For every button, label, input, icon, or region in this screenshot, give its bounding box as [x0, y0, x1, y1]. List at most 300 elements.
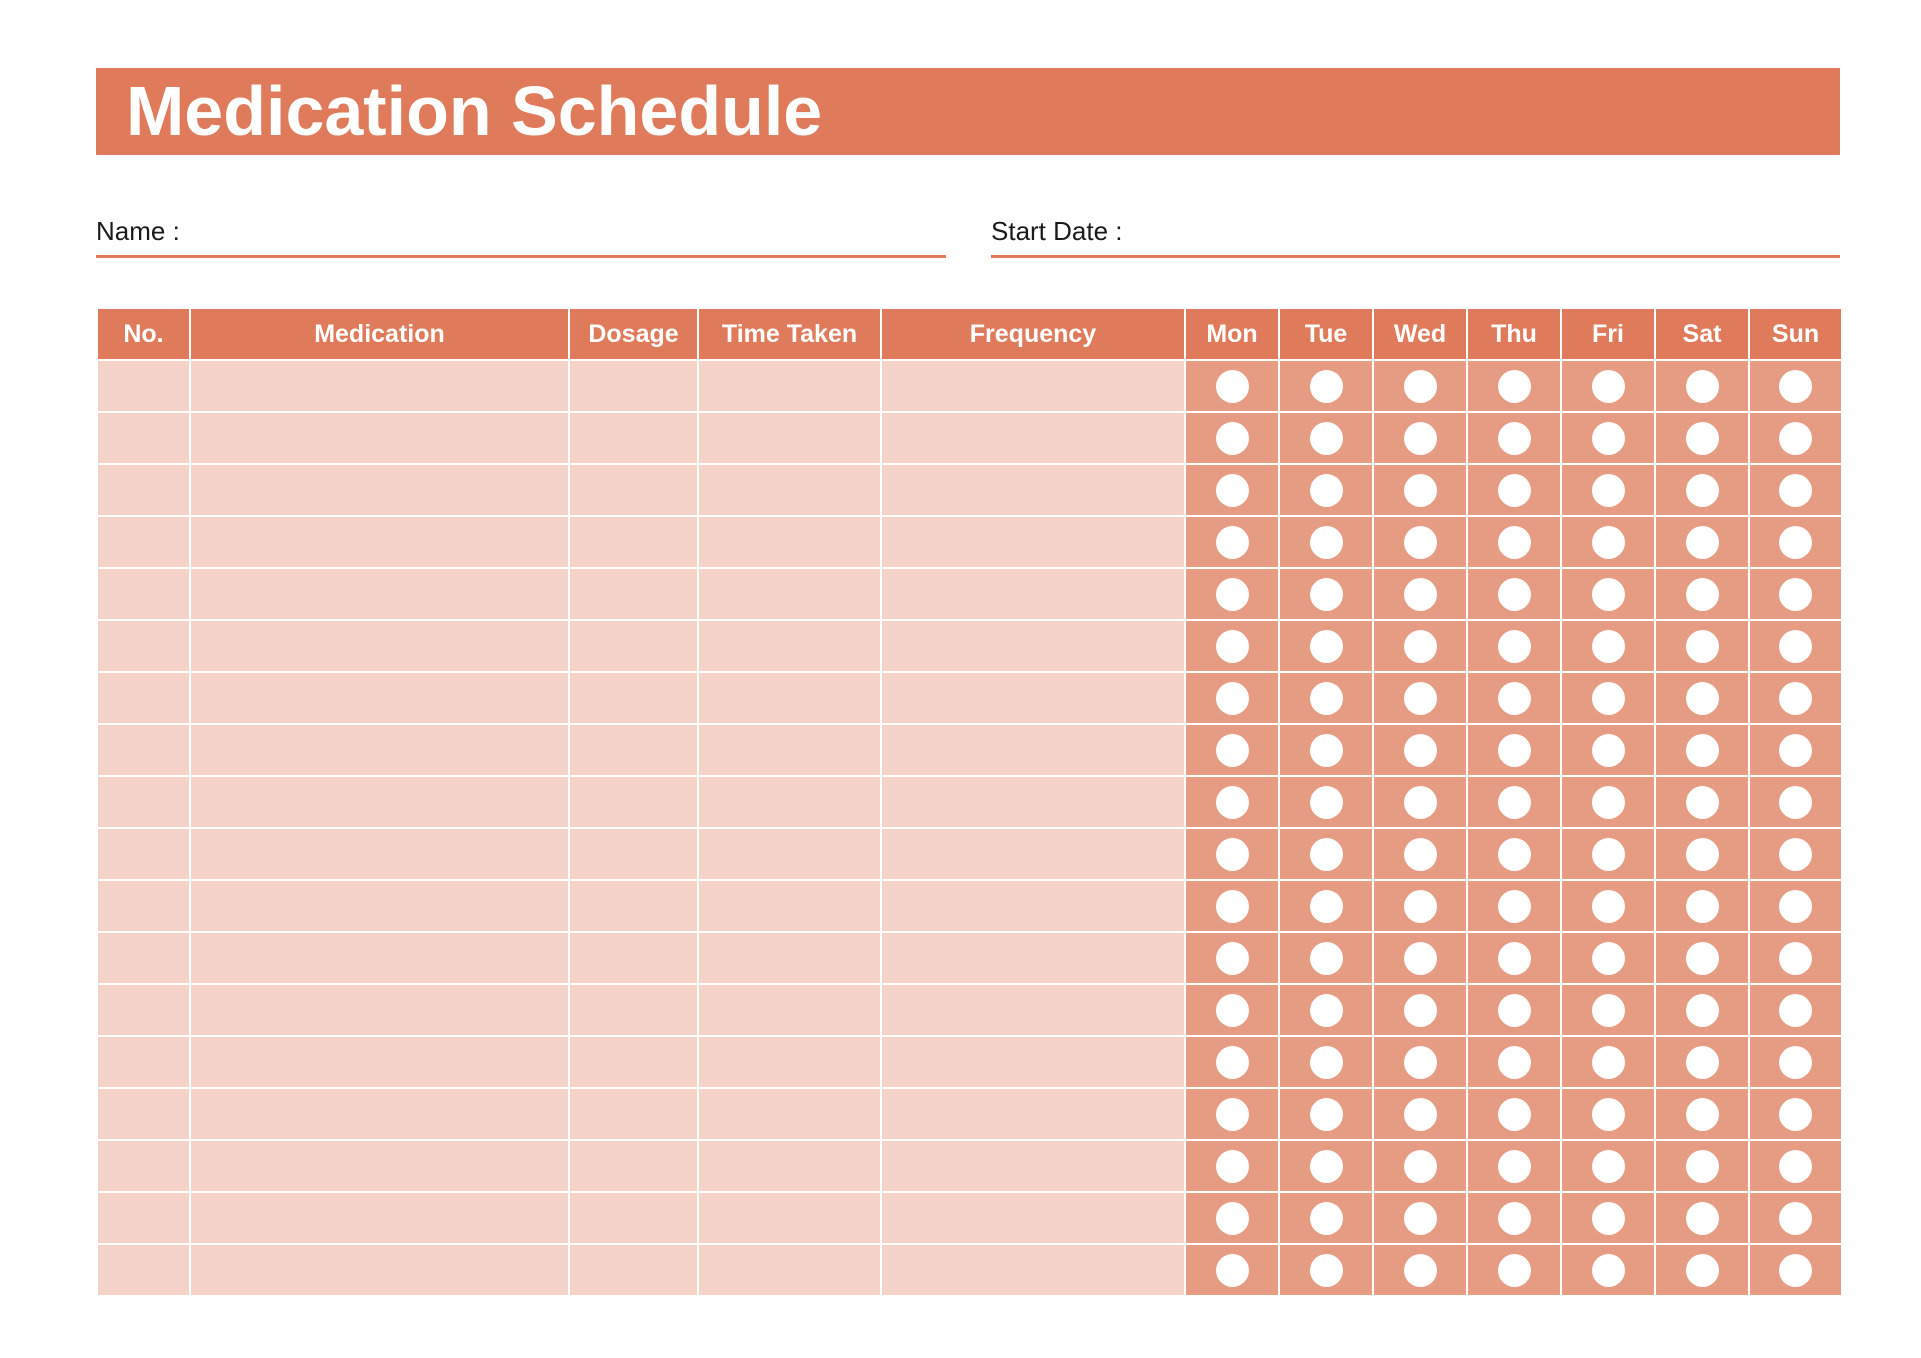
day-cell: [1373, 776, 1467, 828]
day-checkbox[interactable]: [1216, 630, 1249, 663]
no-cell[interactable]: [97, 516, 190, 568]
dosage-cell[interactable]: [569, 620, 698, 672]
no-cell[interactable]: [97, 1036, 190, 1088]
day-checkbox[interactable]: [1592, 890, 1625, 923]
day-checkbox[interactable]: [1592, 994, 1625, 1027]
frequency-cell[interactable]: [881, 1036, 1185, 1088]
dosage-cell[interactable]: [569, 412, 698, 464]
day-checkbox[interactable]: [1498, 370, 1531, 403]
day-cell: [1655, 1036, 1749, 1088]
start-date-field[interactable]: [991, 214, 1840, 258]
day-cell: [1749, 412, 1842, 464]
medication-cell[interactable]: [190, 984, 569, 1036]
frequency-cell[interactable]: [881, 516, 1185, 568]
medication-cell[interactable]: [190, 724, 569, 776]
day-checkbox[interactable]: [1498, 422, 1531, 455]
day-checkbox[interactable]: [1686, 630, 1719, 663]
day-cell: [1561, 360, 1655, 412]
day-checkbox[interactable]: [1498, 526, 1531, 559]
day-cell: [1749, 880, 1842, 932]
time-taken-cell[interactable]: [698, 776, 881, 828]
day-checkbox[interactable]: [1498, 734, 1531, 767]
no-cell[interactable]: [97, 412, 190, 464]
day-checkbox[interactable]: [1686, 994, 1719, 1027]
day-checkbox[interactable]: [1404, 422, 1437, 455]
day-cell: [1373, 620, 1467, 672]
day-cell: [1467, 464, 1561, 516]
frequency-cell[interactable]: [881, 724, 1185, 776]
day-cell: [1467, 1140, 1561, 1192]
day-checkbox[interactable]: [1404, 786, 1437, 819]
day-checkbox[interactable]: [1498, 1046, 1531, 1079]
day-checkbox[interactable]: [1592, 1098, 1625, 1131]
dosage-cell[interactable]: [569, 672, 698, 724]
day-checkbox[interactable]: [1404, 578, 1437, 611]
day-checkbox[interactable]: [1686, 1098, 1719, 1131]
day-checkbox[interactable]: [1779, 682, 1812, 715]
header-time-taken: Time Taken: [698, 308, 881, 360]
frequency-cell[interactable]: [881, 776, 1185, 828]
day-cell: [1749, 568, 1842, 620]
table-row: [97, 516, 1842, 568]
frequency-cell[interactable]: [881, 360, 1185, 412]
medication-cell[interactable]: [190, 880, 569, 932]
day-checkbox[interactable]: [1216, 474, 1249, 507]
dosage-cell[interactable]: [569, 828, 698, 880]
day-checkbox[interactable]: [1592, 1202, 1625, 1235]
day-checkbox[interactable]: [1404, 1150, 1437, 1183]
table-header-row: [97, 308, 1842, 360]
day-checkbox[interactable]: [1498, 994, 1531, 1027]
schedule-table-container: [96, 307, 1841, 1297]
time-taken-cell[interactable]: [698, 1088, 881, 1140]
dosage-cell[interactable]: [569, 932, 698, 984]
day-checkbox[interactable]: [1779, 474, 1812, 507]
day-checkbox[interactable]: [1216, 1150, 1249, 1183]
time-taken-cell[interactable]: [698, 1036, 881, 1088]
day-cell: [1749, 464, 1842, 516]
day-checkbox[interactable]: [1216, 578, 1249, 611]
day-checkbox[interactable]: [1404, 734, 1437, 767]
day-cell: [1749, 360, 1842, 412]
day-cell: [1279, 568, 1373, 620]
day-cell: [1655, 724, 1749, 776]
day-checkbox[interactable]: [1592, 942, 1625, 975]
medication-cell[interactable]: [190, 464, 569, 516]
day-cell: [1185, 828, 1279, 880]
day-checkbox[interactable]: [1686, 786, 1719, 819]
day-cell: [1655, 828, 1749, 880]
day-checkbox[interactable]: [1310, 370, 1343, 403]
day-checkbox[interactable]: [1686, 370, 1719, 403]
day-checkbox[interactable]: [1216, 682, 1249, 715]
day-cell: [1749, 932, 1842, 984]
day-checkbox[interactable]: [1498, 474, 1531, 507]
day-checkbox[interactable]: [1404, 630, 1437, 663]
day-checkbox[interactable]: [1216, 422, 1249, 455]
day-checkbox[interactable]: [1216, 1098, 1249, 1131]
time-taken-cell[interactable]: [698, 1244, 881, 1296]
day-checkbox[interactable]: [1310, 630, 1343, 663]
day-checkbox[interactable]: [1216, 890, 1249, 923]
day-checkbox[interactable]: [1592, 734, 1625, 767]
day-checkbox[interactable]: [1592, 578, 1625, 611]
day-checkbox[interactable]: [1404, 1046, 1437, 1079]
day-cell: [1561, 1140, 1655, 1192]
day-checkbox[interactable]: [1498, 1254, 1531, 1287]
frequency-cell[interactable]: [881, 1244, 1185, 1296]
name-field[interactable]: [96, 214, 946, 258]
medication-cell[interactable]: [190, 828, 569, 880]
dosage-cell[interactable]: [569, 1244, 698, 1296]
day-cell: [1185, 1192, 1279, 1244]
day-cell: [1655, 932, 1749, 984]
no-cell[interactable]: [97, 1140, 190, 1192]
day-checkbox[interactable]: [1592, 786, 1625, 819]
page-title: Medication Schedule: [126, 72, 823, 150]
header-day: Fri: [1561, 308, 1655, 360]
day-checkbox[interactable]: [1498, 890, 1531, 923]
dosage-cell[interactable]: [569, 1192, 698, 1244]
table-row: [97, 880, 1842, 932]
no-cell[interactable]: [97, 1088, 190, 1140]
day-cell: [1279, 516, 1373, 568]
day-cell: [1655, 360, 1749, 412]
day-checkbox[interactable]: [1686, 1254, 1719, 1287]
day-checkbox[interactable]: [1404, 838, 1437, 871]
day-checkbox[interactable]: [1404, 1202, 1437, 1235]
header-day: Wed: [1373, 308, 1467, 360]
time-taken-cell[interactable]: [698, 464, 881, 516]
day-checkbox[interactable]: [1216, 994, 1249, 1027]
time-taken-cell[interactable]: [698, 1192, 881, 1244]
day-checkbox[interactable]: [1779, 838, 1812, 871]
day-cell: [1467, 776, 1561, 828]
day-cell: [1655, 568, 1749, 620]
day-checkbox[interactable]: [1686, 1202, 1719, 1235]
table-row: [97, 464, 1842, 516]
day-checkbox[interactable]: [1404, 526, 1437, 559]
day-cell: [1373, 1192, 1467, 1244]
day-checkbox[interactable]: [1686, 682, 1719, 715]
day-checkbox[interactable]: [1592, 630, 1625, 663]
medication-cell[interactable]: [190, 672, 569, 724]
day-checkbox[interactable]: [1686, 942, 1719, 975]
no-cell[interactable]: [97, 984, 190, 1036]
medication-cell[interactable]: [190, 412, 569, 464]
dosage-cell[interactable]: [569, 724, 698, 776]
day-cell: [1467, 724, 1561, 776]
frequency-cell[interactable]: [881, 672, 1185, 724]
day-checkbox[interactable]: [1779, 630, 1812, 663]
day-cell: [1279, 880, 1373, 932]
day-checkbox[interactable]: [1310, 474, 1343, 507]
day-checkbox[interactable]: [1404, 474, 1437, 507]
medication-cell[interactable]: [190, 1192, 569, 1244]
day-checkbox[interactable]: [1310, 1150, 1343, 1183]
no-cell[interactable]: [97, 360, 190, 412]
day-checkbox[interactable]: [1592, 370, 1625, 403]
no-cell[interactable]: [97, 672, 190, 724]
day-cell: [1467, 1192, 1561, 1244]
day-cell: [1373, 1088, 1467, 1140]
frequency-cell[interactable]: [881, 880, 1185, 932]
dosage-cell[interactable]: [569, 776, 698, 828]
day-checkbox[interactable]: [1310, 994, 1343, 1027]
no-cell[interactable]: [97, 776, 190, 828]
day-checkbox[interactable]: [1310, 526, 1343, 559]
no-cell[interactable]: [97, 620, 190, 672]
day-checkbox[interactable]: [1310, 682, 1343, 715]
day-checkbox[interactable]: [1310, 890, 1343, 923]
day-cell: [1467, 412, 1561, 464]
frequency-cell[interactable]: [881, 1140, 1185, 1192]
day-checkbox[interactable]: [1779, 890, 1812, 923]
dosage-cell[interactable]: [569, 1140, 698, 1192]
day-cell: [1561, 1036, 1655, 1088]
day-cell: [1279, 932, 1373, 984]
day-checkbox[interactable]: [1310, 422, 1343, 455]
dosage-cell[interactable]: [569, 568, 698, 620]
day-cell: [1373, 984, 1467, 1036]
day-cell: [1279, 776, 1373, 828]
day-cell: [1467, 360, 1561, 412]
day-cell: [1467, 880, 1561, 932]
dosage-cell[interactable]: [569, 1088, 698, 1140]
day-cell: [1561, 620, 1655, 672]
day-checkbox[interactable]: [1498, 578, 1531, 611]
no-cell[interactable]: [97, 880, 190, 932]
medication-cell[interactable]: [190, 932, 569, 984]
day-checkbox[interactable]: [1216, 1254, 1249, 1287]
frequency-cell[interactable]: [881, 1088, 1185, 1140]
header-day: Thu: [1467, 308, 1561, 360]
day-checkbox[interactable]: [1686, 734, 1719, 767]
day-checkbox[interactable]: [1404, 994, 1437, 1027]
day-checkbox[interactable]: [1592, 1046, 1625, 1079]
day-checkbox[interactable]: [1310, 942, 1343, 975]
day-checkbox[interactable]: [1404, 1098, 1437, 1131]
day-cell: [1749, 516, 1842, 568]
day-checkbox[interactable]: [1779, 786, 1812, 819]
day-checkbox[interactable]: [1686, 526, 1719, 559]
day-cell: [1749, 724, 1842, 776]
day-checkbox[interactable]: [1592, 526, 1625, 559]
day-checkbox[interactable]: [1592, 1150, 1625, 1183]
day-checkbox[interactable]: [1498, 1150, 1531, 1183]
day-checkbox[interactable]: [1404, 942, 1437, 975]
day-checkbox[interactable]: [1216, 838, 1249, 871]
time-taken-cell[interactable]: [698, 620, 881, 672]
day-checkbox[interactable]: [1216, 1046, 1249, 1079]
day-cell: [1185, 1244, 1279, 1296]
header-day: Sun: [1749, 308, 1842, 360]
table-row: [97, 1088, 1842, 1140]
day-cell: [1655, 464, 1749, 516]
day-checkbox[interactable]: [1310, 1098, 1343, 1131]
day-checkbox[interactable]: [1686, 838, 1719, 871]
no-cell[interactable]: [97, 724, 190, 776]
day-checkbox[interactable]: [1310, 1254, 1343, 1287]
day-cell: [1185, 360, 1279, 412]
frequency-cell[interactable]: [881, 932, 1185, 984]
dosage-cell[interactable]: [569, 464, 698, 516]
medication-cell[interactable]: [190, 1140, 569, 1192]
medication-cell[interactable]: [190, 1244, 569, 1296]
day-checkbox[interactable]: [1404, 370, 1437, 403]
day-cell: [1561, 516, 1655, 568]
day-checkbox[interactable]: [1686, 890, 1719, 923]
no-cell[interactable]: [97, 1192, 190, 1244]
day-checkbox[interactable]: [1779, 734, 1812, 767]
no-cell[interactable]: [97, 464, 190, 516]
day-checkbox[interactable]: [1686, 422, 1719, 455]
day-cell: [1561, 984, 1655, 1036]
day-cell: [1373, 724, 1467, 776]
day-checkbox[interactable]: [1216, 786, 1249, 819]
time-taken-cell[interactable]: [698, 880, 881, 932]
day-checkbox[interactable]: [1592, 838, 1625, 871]
day-checkbox[interactable]: [1310, 786, 1343, 819]
header-no: No.: [97, 308, 190, 360]
medication-cell[interactable]: [190, 360, 569, 412]
dosage-cell[interactable]: [569, 360, 698, 412]
day-checkbox[interactable]: [1779, 526, 1812, 559]
day-checkbox[interactable]: [1779, 994, 1812, 1027]
frequency-cell[interactable]: [881, 828, 1185, 880]
time-taken-cell[interactable]: [698, 672, 881, 724]
frequency-cell[interactable]: [881, 412, 1185, 464]
table-row: [97, 1036, 1842, 1088]
day-checkbox[interactable]: [1310, 578, 1343, 611]
time-taken-cell[interactable]: [698, 360, 881, 412]
time-taken-cell[interactable]: [698, 412, 881, 464]
dosage-cell[interactable]: [569, 880, 698, 932]
day-cell: [1373, 1140, 1467, 1192]
day-checkbox[interactable]: [1310, 734, 1343, 767]
day-checkbox[interactable]: [1686, 1046, 1719, 1079]
day-checkbox[interactable]: [1216, 1202, 1249, 1235]
day-checkbox[interactable]: [1779, 578, 1812, 611]
frequency-cell[interactable]: [881, 464, 1185, 516]
day-cell: [1279, 1244, 1373, 1296]
time-taken-cell[interactable]: [698, 984, 881, 1036]
frequency-cell[interactable]: [881, 568, 1185, 620]
day-cell: [1749, 1088, 1842, 1140]
day-checkbox[interactable]: [1216, 370, 1249, 403]
day-cell: [1561, 828, 1655, 880]
day-checkbox[interactable]: [1592, 682, 1625, 715]
day-checkbox[interactable]: [1779, 370, 1812, 403]
day-checkbox[interactable]: [1498, 1202, 1531, 1235]
no-cell[interactable]: [97, 568, 190, 620]
table-row: [97, 1192, 1842, 1244]
day-cell: [1373, 464, 1467, 516]
day-checkbox[interactable]: [1592, 474, 1625, 507]
day-checkbox[interactable]: [1404, 682, 1437, 715]
day-checkbox[interactable]: [1686, 474, 1719, 507]
day-checkbox[interactable]: [1686, 578, 1719, 611]
table-row: [97, 724, 1842, 776]
day-checkbox[interactable]: [1779, 1150, 1812, 1183]
medication-cell[interactable]: [190, 776, 569, 828]
day-checkbox[interactable]: [1310, 1202, 1343, 1235]
day-checkbox[interactable]: [1216, 526, 1249, 559]
day-checkbox[interactable]: [1779, 942, 1812, 975]
dosage-cell[interactable]: [569, 1036, 698, 1088]
day-cell: [1279, 1036, 1373, 1088]
day-checkbox[interactable]: [1498, 630, 1531, 663]
day-cell: [1373, 880, 1467, 932]
medication-cell[interactable]: [190, 620, 569, 672]
day-checkbox[interactable]: [1779, 1098, 1812, 1131]
frequency-cell[interactable]: [881, 1192, 1185, 1244]
medication-cell[interactable]: [190, 568, 569, 620]
day-checkbox[interactable]: [1310, 1046, 1343, 1079]
day-cell: [1279, 1192, 1373, 1244]
table-row: [97, 932, 1842, 984]
day-cell: [1279, 464, 1373, 516]
time-taken-cell[interactable]: [698, 932, 881, 984]
day-cell: [1749, 776, 1842, 828]
day-cell: [1655, 412, 1749, 464]
day-checkbox[interactable]: [1404, 1254, 1437, 1287]
day-cell: [1655, 672, 1749, 724]
dosage-cell[interactable]: [569, 516, 698, 568]
medication-cell[interactable]: [190, 516, 569, 568]
medication-cell[interactable]: [190, 1036, 569, 1088]
time-taken-cell[interactable]: [698, 568, 881, 620]
no-cell[interactable]: [97, 1244, 190, 1296]
time-taken-cell[interactable]: [698, 516, 881, 568]
day-checkbox[interactable]: [1592, 1254, 1625, 1287]
day-checkbox[interactable]: [1498, 942, 1531, 975]
day-cell: [1185, 776, 1279, 828]
day-checkbox[interactable]: [1498, 838, 1531, 871]
medication-cell[interactable]: [190, 1088, 569, 1140]
time-taken-cell[interactable]: [698, 724, 881, 776]
day-checkbox[interactable]: [1592, 422, 1625, 455]
day-checkbox[interactable]: [1310, 838, 1343, 871]
day-checkbox[interactable]: [1498, 1098, 1531, 1131]
time-taken-cell[interactable]: [698, 828, 881, 880]
day-cell: [1279, 672, 1373, 724]
day-checkbox[interactable]: [1779, 1046, 1812, 1079]
day-cell: [1373, 412, 1467, 464]
frequency-cell[interactable]: [881, 620, 1185, 672]
table-row: [97, 360, 1842, 412]
header-day: Sat: [1655, 308, 1749, 360]
dosage-cell[interactable]: [569, 984, 698, 1036]
frequency-cell[interactable]: [881, 984, 1185, 1036]
day-checkbox[interactable]: [1404, 890, 1437, 923]
day-checkbox[interactable]: [1498, 786, 1531, 819]
day-cell: [1749, 1244, 1842, 1296]
day-checkbox[interactable]: [1686, 1150, 1719, 1183]
no-cell[interactable]: [97, 828, 190, 880]
day-cell: [1561, 932, 1655, 984]
day-checkbox[interactable]: [1498, 682, 1531, 715]
time-taken-cell[interactable]: [698, 1140, 881, 1192]
day-cell: [1373, 360, 1467, 412]
day-checkbox[interactable]: [1779, 1202, 1812, 1235]
day-checkbox[interactable]: [1216, 734, 1249, 767]
day-checkbox[interactable]: [1216, 942, 1249, 975]
day-checkbox[interactable]: [1779, 1254, 1812, 1287]
no-cell[interactable]: [97, 932, 190, 984]
day-cell: [1655, 1088, 1749, 1140]
day-checkbox[interactable]: [1779, 422, 1812, 455]
